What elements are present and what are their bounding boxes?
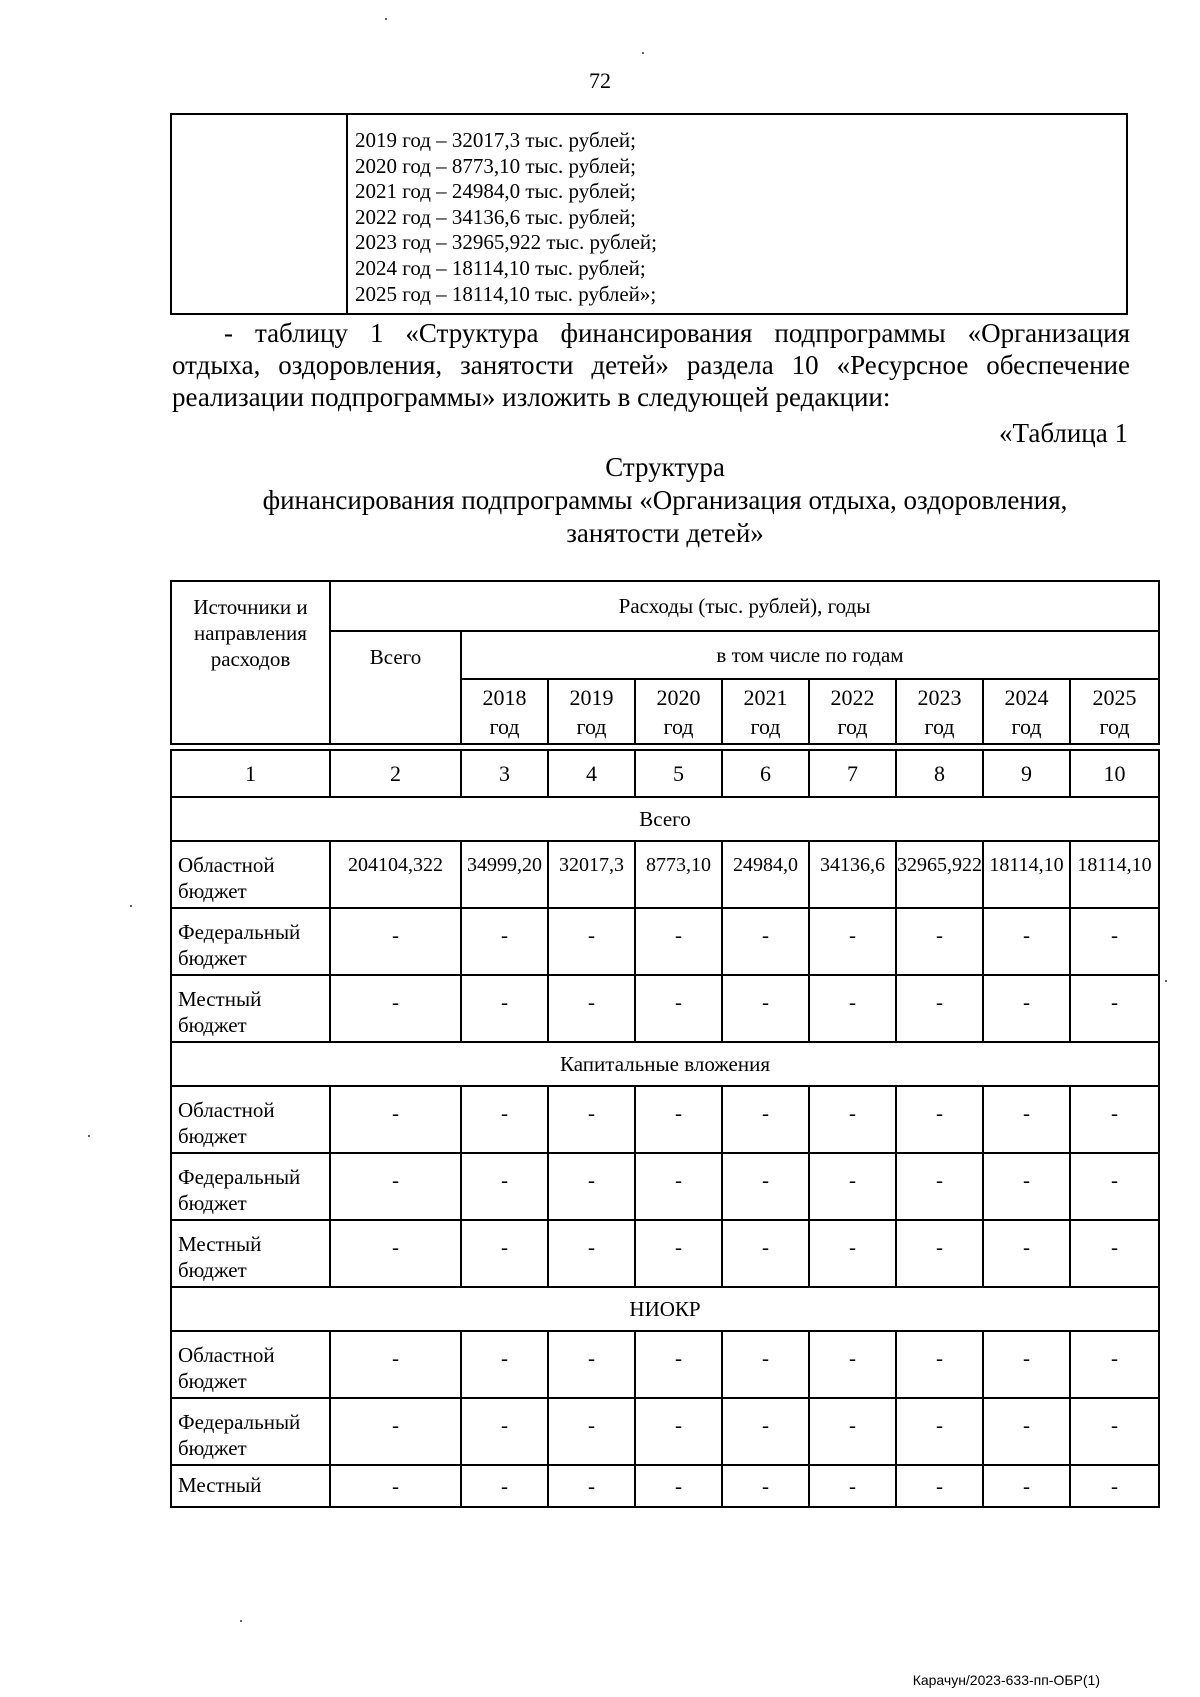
table-row — [171, 1220, 1159, 1287]
value-cell: - — [896, 1331, 983, 1398]
funding-line: 2020 год – 8773,10 тыс. рублей; — [355, 153, 637, 178]
scan-speck — [88, 1135, 90, 1137]
value-cell: - — [548, 1465, 635, 1507]
source-cell: Федеральный бюджет — [171, 1398, 330, 1465]
scan-speck — [130, 905, 132, 907]
header-year: 2023 год — [896, 679, 983, 744]
source-cell: Областной бюджет — [171, 1331, 330, 1398]
value-cell: - — [635, 1331, 722, 1398]
section-title: Всего — [171, 797, 1159, 841]
header-year: 2021 год — [722, 679, 809, 744]
value-cell: 24984,0 — [722, 841, 809, 908]
table-label: «Таблица 1 — [999, 418, 1128, 448]
table-row — [171, 841, 1159, 908]
value-cell: 32017,3 — [548, 841, 635, 908]
paragraph-line: реализации подпрограммы» изложить в следующей редакции: — [172, 382, 891, 412]
value-cell: 34999,20 — [461, 841, 548, 908]
header-year: 2020 год — [635, 679, 722, 744]
value-cell: - — [722, 1086, 809, 1153]
value-cell: - — [461, 1331, 548, 1398]
value-cell: - — [809, 1086, 896, 1153]
value-cell: - — [330, 1465, 461, 1507]
value-cell: - — [548, 908, 635, 975]
column-number: 2 — [330, 750, 461, 797]
value-cell: - — [809, 1465, 896, 1507]
value-cell: 18114,10 — [1070, 841, 1159, 908]
value-cell: - — [461, 1465, 548, 1507]
column-number: 7 — [809, 750, 896, 797]
value-cell: - — [1070, 975, 1159, 1042]
value-cell: - — [330, 1331, 461, 1398]
value-cell: - — [722, 1153, 809, 1220]
header-total: Всего — [330, 631, 461, 744]
value-cell: - — [330, 1398, 461, 1465]
funding-line: 2024 год – 18114,10 тыс. рублей; — [355, 255, 646, 280]
value-cell: - — [809, 975, 896, 1042]
value-cell: - — [896, 1398, 983, 1465]
funding-line: 2025 год – 18114,10 тыс. рублей»; — [355, 281, 657, 306]
value-cell: - — [896, 975, 983, 1042]
value-cell: - — [635, 1153, 722, 1220]
section-title: НИОКР — [171, 1287, 1159, 1331]
value-cell: - — [635, 1398, 722, 1465]
value-cell: - — [809, 1398, 896, 1465]
value-cell: - — [461, 1398, 548, 1465]
scan-speck — [642, 52, 644, 54]
value-cell: 18114,10 — [983, 841, 1070, 908]
value-cell: - — [983, 1398, 1070, 1465]
caption-line: занятости детей» — [566, 518, 764, 548]
value-cell: - — [809, 1220, 896, 1287]
value-cell: - — [461, 975, 548, 1042]
value-cell: - — [809, 1331, 896, 1398]
value-cell: 204104,322 — [330, 841, 461, 908]
column-number: 1 — [171, 750, 330, 797]
header-year: 2024 год — [983, 679, 1070, 744]
value-cell: - — [809, 908, 896, 975]
value-cell: - — [809, 1153, 896, 1220]
value-cell: - — [1070, 1086, 1159, 1153]
source-cell: Федеральный бюджет — [171, 908, 330, 975]
value-cell: - — [722, 908, 809, 975]
value-cell: - — [896, 1086, 983, 1153]
column-number: 8 — [896, 750, 983, 797]
value-cell: - — [635, 1086, 722, 1153]
amendment-paragraph — [172, 317, 1130, 413]
value-cell: - — [330, 1220, 461, 1287]
value-cell: - — [548, 975, 635, 1042]
section-title: Капитальные вложения — [171, 1042, 1159, 1086]
paragraph-line: - таблицу 1 «Структура финансирования подпрограммы «Организация — [224, 318, 1130, 348]
table-row — [171, 1086, 1159, 1153]
source-cell: Областной бюджет — [171, 841, 330, 908]
value-cell: - — [722, 1398, 809, 1465]
header-year: 2019 год — [548, 679, 635, 744]
value-cell: - — [983, 1220, 1070, 1287]
value-cell: - — [722, 1331, 809, 1398]
page-number: 72 — [589, 68, 611, 93]
value-cell: - — [896, 908, 983, 975]
funding-line: 2022 год – 34136,6 тыс. рублей; — [355, 204, 637, 229]
table-row — [171, 1153, 1159, 1220]
value-cell: - — [983, 975, 1070, 1042]
value-cell: - — [635, 1220, 722, 1287]
caption-line: финансирования подпрограммы «Организация отдыха, оздоровления, — [262, 485, 1068, 515]
scan-speck — [385, 18, 387, 20]
source-cell: Федеральный бюджет — [171, 1153, 330, 1220]
value-cell: - — [896, 1153, 983, 1220]
value-cell: - — [1070, 908, 1159, 975]
scan-speck — [240, 1620, 242, 1622]
value-cell: - — [1070, 1331, 1159, 1398]
header-year: 2022 год — [809, 679, 896, 744]
value-cell: - — [1070, 1398, 1159, 1465]
financing-structure-table — [170, 580, 1160, 1508]
value-cell: - — [461, 1153, 548, 1220]
value-cell: - — [635, 975, 722, 1042]
column-number: 6 — [722, 750, 809, 797]
table-row — [171, 1465, 1159, 1507]
header-year: 2025 год — [1070, 679, 1159, 744]
funding-line: 2021 год – 24984,0 тыс. рублей; — [355, 179, 637, 204]
value-cell: - — [548, 1398, 635, 1465]
scan-speck — [1165, 980, 1167, 982]
value-cell: - — [461, 1220, 548, 1287]
value-cell: - — [548, 1086, 635, 1153]
source-cell: Областной бюджет — [171, 1086, 330, 1153]
value-cell: - — [548, 1153, 635, 1220]
value-cell: - — [983, 1153, 1070, 1220]
value-cell: - — [896, 1465, 983, 1507]
value-cell: - — [722, 1220, 809, 1287]
funding-summary-table — [170, 113, 1128, 315]
column-number: 5 — [635, 750, 722, 797]
value-cell: - — [330, 908, 461, 975]
value-cell: - — [461, 1086, 548, 1153]
value-cell: - — [983, 1331, 1070, 1398]
value-cell: - — [983, 1465, 1070, 1507]
caption-line: Структура — [605, 452, 725, 482]
value-cell: - — [1070, 1465, 1159, 1507]
source-cell: Местный бюджет — [171, 1220, 330, 1287]
header-expenses: Расходы (тыс. рублей), годы — [330, 581, 1159, 631]
paragraph-line: отдыха, оздоровления, занятости детей» раздела 10 «Ресурсное обеспечение — [172, 350, 1130, 380]
value-cell: - — [548, 1220, 635, 1287]
header-year: 2018 год — [461, 679, 548, 744]
funding-by-year-cell — [348, 115, 657, 313]
funding-line: 2019 год – 32017,3 тыс. рублей; — [355, 128, 637, 152]
value-cell: 34136,6 — [809, 841, 896, 908]
column-number: 3 — [461, 750, 548, 797]
value-cell: - — [983, 1086, 1070, 1153]
funding-line: 2023 год – 32965,922 тыс. рублей; — [355, 230, 658, 255]
table-row — [171, 1331, 1159, 1398]
value-cell: - — [635, 1465, 722, 1507]
value-cell: 8773,10 — [635, 841, 722, 908]
value-cell: - — [722, 1465, 809, 1507]
value-cell: - — [1070, 1220, 1159, 1287]
table-row — [171, 1398, 1159, 1465]
value-cell: - — [896, 1220, 983, 1287]
table-row — [171, 975, 1159, 1042]
column-number: 4 — [548, 750, 635, 797]
document-id: Карачун/2023-633-пп-ОБР(1) — [912, 1672, 1100, 1688]
value-cell: - — [548, 1331, 635, 1398]
value-cell: - — [330, 1153, 461, 1220]
value-cell: - — [330, 975, 461, 1042]
value-cell: - — [461, 908, 548, 975]
column-number: 9 — [983, 750, 1070, 797]
empty-cell — [172, 115, 348, 313]
value-cell: - — [635, 908, 722, 975]
value-cell: 32965,922 — [896, 841, 983, 908]
value-cell: - — [722, 975, 809, 1042]
table-row — [171, 908, 1159, 975]
source-cell: Местный бюджет — [171, 975, 330, 1042]
value-cell: - — [983, 908, 1070, 975]
value-cell: - — [1070, 1153, 1159, 1220]
header-by-year: в том числе по годам — [461, 631, 1159, 679]
table-caption — [0, 451, 1200, 550]
header-sources: Источники и направления расходов — [171, 581, 330, 744]
source-cell: Местный — [171, 1465, 330, 1507]
value-cell: - — [330, 1086, 461, 1153]
column-number: 10 — [1070, 750, 1159, 797]
